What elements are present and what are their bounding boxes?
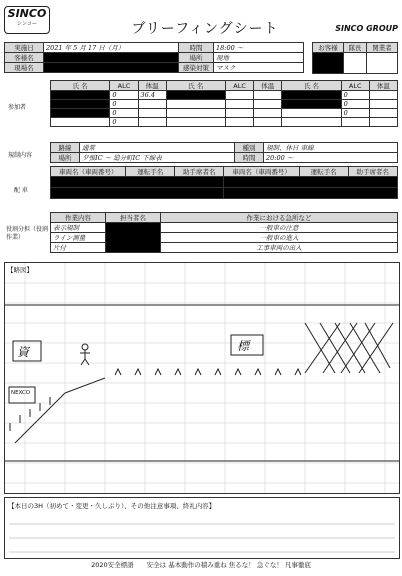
- att-temp: [138, 109, 166, 118]
- stamp-table: [312, 42, 398, 74]
- attendees-label: 参加者: [8, 104, 27, 111]
- att-col-alc-2: ALC: [226, 81, 254, 91]
- veh-redacted: [224, 188, 398, 199]
- regulation-label: 規制内容: [8, 152, 33, 159]
- att-alc: [226, 118, 254, 127]
- table-row: [51, 100, 398, 109]
- stamp-box-client: [313, 53, 344, 74]
- table-row: [51, 243, 398, 253]
- att-col-temp-1: 体温: [138, 81, 166, 91]
- table-row: [51, 91, 398, 100]
- reg-time-value: 20:00 〜: [264, 153, 398, 163]
- veh-col-driver-1: 運転手名: [126, 167, 175, 177]
- veh-redacted: [224, 177, 398, 188]
- kind-value: 規制、休日 車線: [264, 143, 398, 153]
- work-person-redacted: [106, 223, 161, 253]
- vehicles-label: 配 車: [14, 187, 28, 194]
- stamp-label-related: 関業者: [366, 43, 397, 53]
- group-name: SINCO GROUP: [335, 24, 398, 33]
- veh-col-driver-2: 運転手名: [299, 167, 348, 177]
- sign-right-text: 標: [237, 339, 250, 353]
- att-name: [282, 118, 341, 127]
- att-name: [166, 109, 225, 118]
- reg-place-label: 場所: [51, 153, 80, 163]
- sketch-area: [4, 262, 400, 494]
- company-redacted: [44, 53, 179, 63]
- work-point: 一般車の注意: [161, 223, 398, 233]
- att-temp: [369, 100, 397, 109]
- att-name-redacted: [166, 91, 225, 100]
- kind-label: 種別: [235, 143, 264, 153]
- notes-lines: [5, 498, 399, 558]
- att-temp: [138, 118, 166, 127]
- page-title: ブリーフィングシート: [131, 21, 279, 37]
- att-col-name-3: 氏 名: [282, 81, 341, 91]
- att-col-temp-3: 体温: [369, 81, 397, 91]
- sinco-logo: [4, 6, 50, 34]
- table-row: [51, 118, 398, 127]
- att-col-name-1: 氏 名: [51, 81, 110, 91]
- worker-figure: [80, 344, 90, 365]
- att-name-redacted: [282, 91, 341, 100]
- cone-taper-lines: [305, 323, 393, 373]
- att-name-redacted: [51, 109, 110, 118]
- infection-value: マスク: [214, 63, 304, 73]
- work-point: 一般車の進入: [161, 233, 398, 243]
- date-label: 実施日: [5, 43, 44, 53]
- date-value: 2021 年 5 月 17 日（月）: [44, 43, 179, 53]
- site-redacted: [44, 63, 179, 73]
- att-name: [166, 118, 225, 127]
- att-alc: 0: [110, 91, 138, 100]
- veh-col-assist-2: 助手席者名: [348, 167, 397, 177]
- place-label: 場所: [179, 53, 214, 63]
- att-alc: 0: [341, 109, 369, 118]
- info-table: [4, 42, 304, 73]
- veh-redacted: [51, 177, 224, 188]
- logo-text: SINCO: [7, 7, 47, 20]
- work-task: 表示規制: [51, 223, 106, 233]
- att-alc: [226, 100, 254, 109]
- logo-subtext: シンコー: [17, 21, 37, 27]
- time-label: 時間: [179, 43, 214, 53]
- work-point: 工事車両の出入: [161, 243, 398, 253]
- table-row: [51, 188, 398, 199]
- nexco-text: NEXCO: [11, 390, 31, 396]
- att-temp: 36.4: [138, 91, 166, 100]
- regulation-table: [50, 142, 398, 163]
- time-value: 18:00 〜: [214, 43, 304, 53]
- att-name: [51, 118, 110, 127]
- work-task: ライン測量: [51, 233, 106, 243]
- route-value: 通常: [80, 143, 235, 153]
- sketch-label: 【略図】: [7, 266, 33, 274]
- att-alc: [226, 91, 254, 100]
- att-name-redacted: [282, 100, 341, 109]
- notes-box: [4, 497, 400, 559]
- att-temp: [254, 118, 282, 127]
- sign-left-text: 資: [17, 345, 30, 359]
- att-col-alc-3: ALC: [341, 81, 369, 91]
- infection-label: 感染対策: [179, 63, 214, 73]
- cone-row: [115, 369, 301, 375]
- att-col-name-2: 氏 名: [166, 81, 225, 91]
- reg-place-value: 夕張IC 〜 追分町IC 下線表: [80, 153, 235, 163]
- veh-col-car-1: 車両名（車両番号）: [51, 167, 126, 177]
- veh-col-assist-1: 助手席者名: [175, 167, 224, 177]
- vehicles-table: [50, 166, 398, 199]
- att-temp: [138, 100, 166, 109]
- reg-time-label: 時間: [235, 153, 264, 163]
- stamp-box-leader: [344, 53, 367, 74]
- site-label: 現場名: [5, 63, 44, 73]
- att-temp: [254, 100, 282, 109]
- att-name-redacted: [51, 100, 110, 109]
- att-temp: [254, 91, 282, 100]
- veh-col-car-2: 車両名（車両番号）: [224, 167, 299, 177]
- table-row: [51, 223, 398, 233]
- work-col-task: 作業内容: [51, 213, 106, 223]
- att-alc: 0: [341, 91, 369, 100]
- att-temp: [369, 118, 397, 127]
- work-col-points: 作業における急所など: [161, 213, 398, 223]
- safety-slogan: 2020安全標語 安全は 基本動作の積み重ね 焦るな！ 急ぐな！ 凡事徹底: [91, 561, 311, 569]
- att-col-temp-2: 体温: [254, 81, 282, 91]
- att-alc: 0: [110, 109, 138, 118]
- work-task: 片付: [51, 243, 106, 253]
- att-temp: [369, 109, 397, 118]
- att-alc: 0: [110, 118, 138, 127]
- stamp-label-leader: 隊長: [344, 43, 367, 53]
- table-row: [51, 109, 398, 118]
- att-alc: 0: [110, 100, 138, 109]
- arrow-taper: [10, 378, 105, 443]
- work-label: 役割分担（役割作業）: [6, 226, 49, 241]
- table-row: [51, 177, 398, 188]
- notes-label: 【本日の3H（初めて・変更・久しぶり）、その他注意事項、終礼内容】: [8, 502, 216, 510]
- att-temp: [369, 91, 397, 100]
- route-label: 路線: [51, 143, 80, 153]
- work-table: [50, 212, 398, 253]
- company-label: 客様名: [5, 53, 44, 63]
- att-name: [166, 100, 225, 109]
- att-alc: [341, 118, 369, 127]
- sketch-drawing: [5, 263, 399, 493]
- table-row: [51, 233, 398, 243]
- stamp-box-related: [366, 53, 397, 74]
- attendees-table: [50, 80, 398, 127]
- work-col-person: 担当者名: [106, 213, 161, 223]
- att-name-redacted: [51, 91, 110, 100]
- att-col-alc-1: ALC: [110, 81, 138, 91]
- stamp-label-client: お客様: [313, 43, 344, 53]
- att-name: [282, 109, 341, 118]
- att-alc: [226, 109, 254, 118]
- veh-redacted: [51, 188, 224, 199]
- att-temp: [254, 109, 282, 118]
- place-value: 現地: [214, 53, 304, 63]
- att-alc: 0: [341, 100, 369, 109]
